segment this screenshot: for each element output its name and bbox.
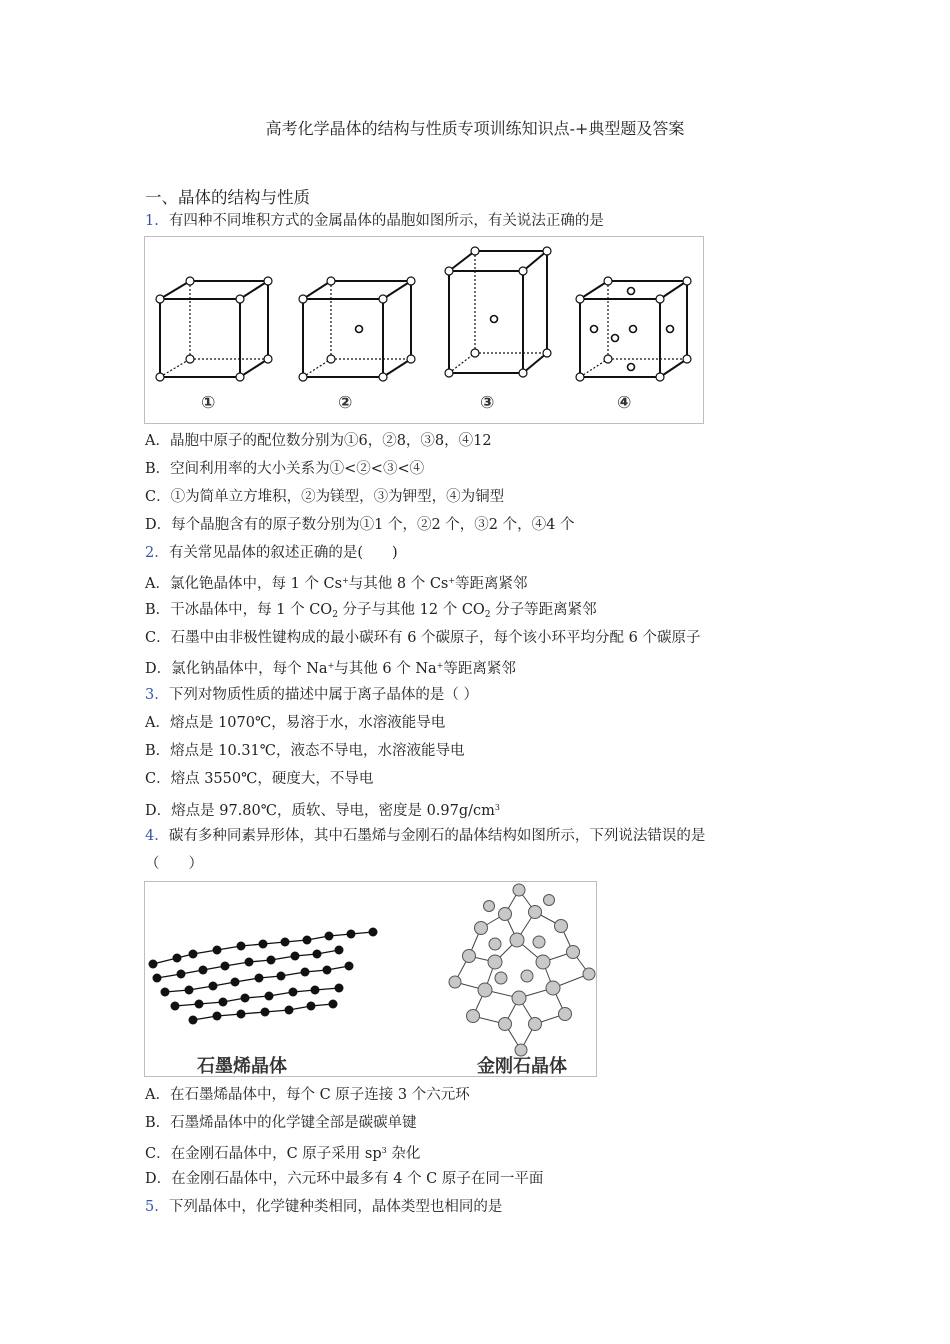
question-number: 2. (145, 545, 159, 561)
question-1-option-d: D．每个晶胞含有的原子数分别为①1 个，②2 个，③2 个，④4 个 (145, 517, 575, 533)
question-3-option-b: B．熔点是 10.31℃，液态不导电，水溶液能导电 (145, 743, 465, 759)
question-3-option-d: D．熔点是 97.80℃，质软、导电，密度是 $0.97g/cm^3$ (145, 803, 500, 819)
question-4-stem: 4. 碳有多种同素异形体，其中石墨烯与金刚石的晶体结构如图所示，下列说法错误的是 (145, 828, 706, 844)
graphene-structure (149, 928, 378, 1025)
question-4-option-a: A．在石墨烯晶体中，每个 C 原子连接 3 个六元环 (145, 1087, 470, 1103)
question-3-option-a: A．熔点是 1070℃，易溶于水，水溶液能导电 (145, 715, 446, 731)
question-number: 5. (145, 1199, 159, 1215)
question-3-option-c: C．熔点 3550℃，硬度大，不导电 (145, 771, 374, 787)
question-4-option-d: D．在金刚石晶体中，六元环中最多有 4 个 C 原子在同一平面 (145, 1171, 544, 1187)
diamond-structure (449, 884, 595, 1056)
question-4-option-c: C．在金刚石晶体中，C 原子采用 $sp^3$ 杂化 (145, 1146, 421, 1162)
unit-cell-4 (576, 277, 691, 381)
question-number: 1. (145, 213, 159, 229)
question-3-stem: 3. 下列对物质性质的描述中属于离子晶体的是（ ） (145, 687, 478, 703)
question-2-option-a: A．氯化铯晶体中，每 1 个 Cs+与其他 8 个 Cs+等距离紧邻 (145, 576, 528, 592)
unit-cell-figure (144, 236, 704, 424)
cell-label-2: ② (338, 393, 353, 413)
diamond-label: 金刚石晶体 (477, 1056, 567, 1077)
cell-label-3: ③ (480, 393, 495, 413)
question-2-option-c: C．石墨中由非极性键构成的最小碳环有 6 个碳原子，每个该小环平均分配 6 个碳原子 (145, 630, 701, 646)
section-heading: 一、晶体的结构与性质 (145, 188, 310, 207)
question-number: 3. (145, 687, 159, 703)
question-4-option-b: B．石墨烯晶体中的化学键全部是碳碳单键 (145, 1115, 417, 1131)
question-1-option-c: C．①为简单立方堆积，②为镁型，③为钾型，④为铜型 (145, 489, 505, 505)
question-1-option-b: B．空间利用率的大小关系为①<②<③<④ (145, 461, 425, 477)
unit-cell-3 (445, 247, 551, 377)
question-number: 4. (145, 828, 159, 844)
question-1-option-a: A．晶胞中原子的配位数分别为①6，②8，③8，④12 (145, 433, 492, 449)
cell-label-4: ④ (617, 393, 632, 413)
graphene-label: 石墨烯晶体 (197, 1056, 287, 1077)
carbon-allotrope-figure (144, 881, 597, 1077)
question-4-stem-continued: （ ） (145, 856, 203, 872)
question-5-stem: 5. 下列晶体中，化学键种类相同，晶体类型也相同的是 (145, 1199, 503, 1215)
question-2-option-d: D．氯化钠晶体中，每个 Na+与其他 6 个 Na+等距离紧邻 (145, 661, 516, 677)
question-1-stem: 1. 有四种不同堆积方式的金属晶体的晶胞如图所示，有关说法正确的是 (145, 213, 604, 229)
question-2-option-b: B．干冰晶体中，每 1 个 $CO_2$ 分子与其他 12 个 $CO_2$ 分子等距离紧邻 (145, 602, 597, 620)
page-title: 高考化学晶体的结构与性质专项训练知识点-+典型题及答案 (265, 119, 685, 138)
cell-label-1: ① (201, 393, 216, 413)
question-2-stem: 2. 有关常见晶体的叙述正确的是( ) (145, 545, 398, 561)
unit-cell-1 (156, 277, 272, 381)
unit-cell-2 (299, 277, 415, 381)
